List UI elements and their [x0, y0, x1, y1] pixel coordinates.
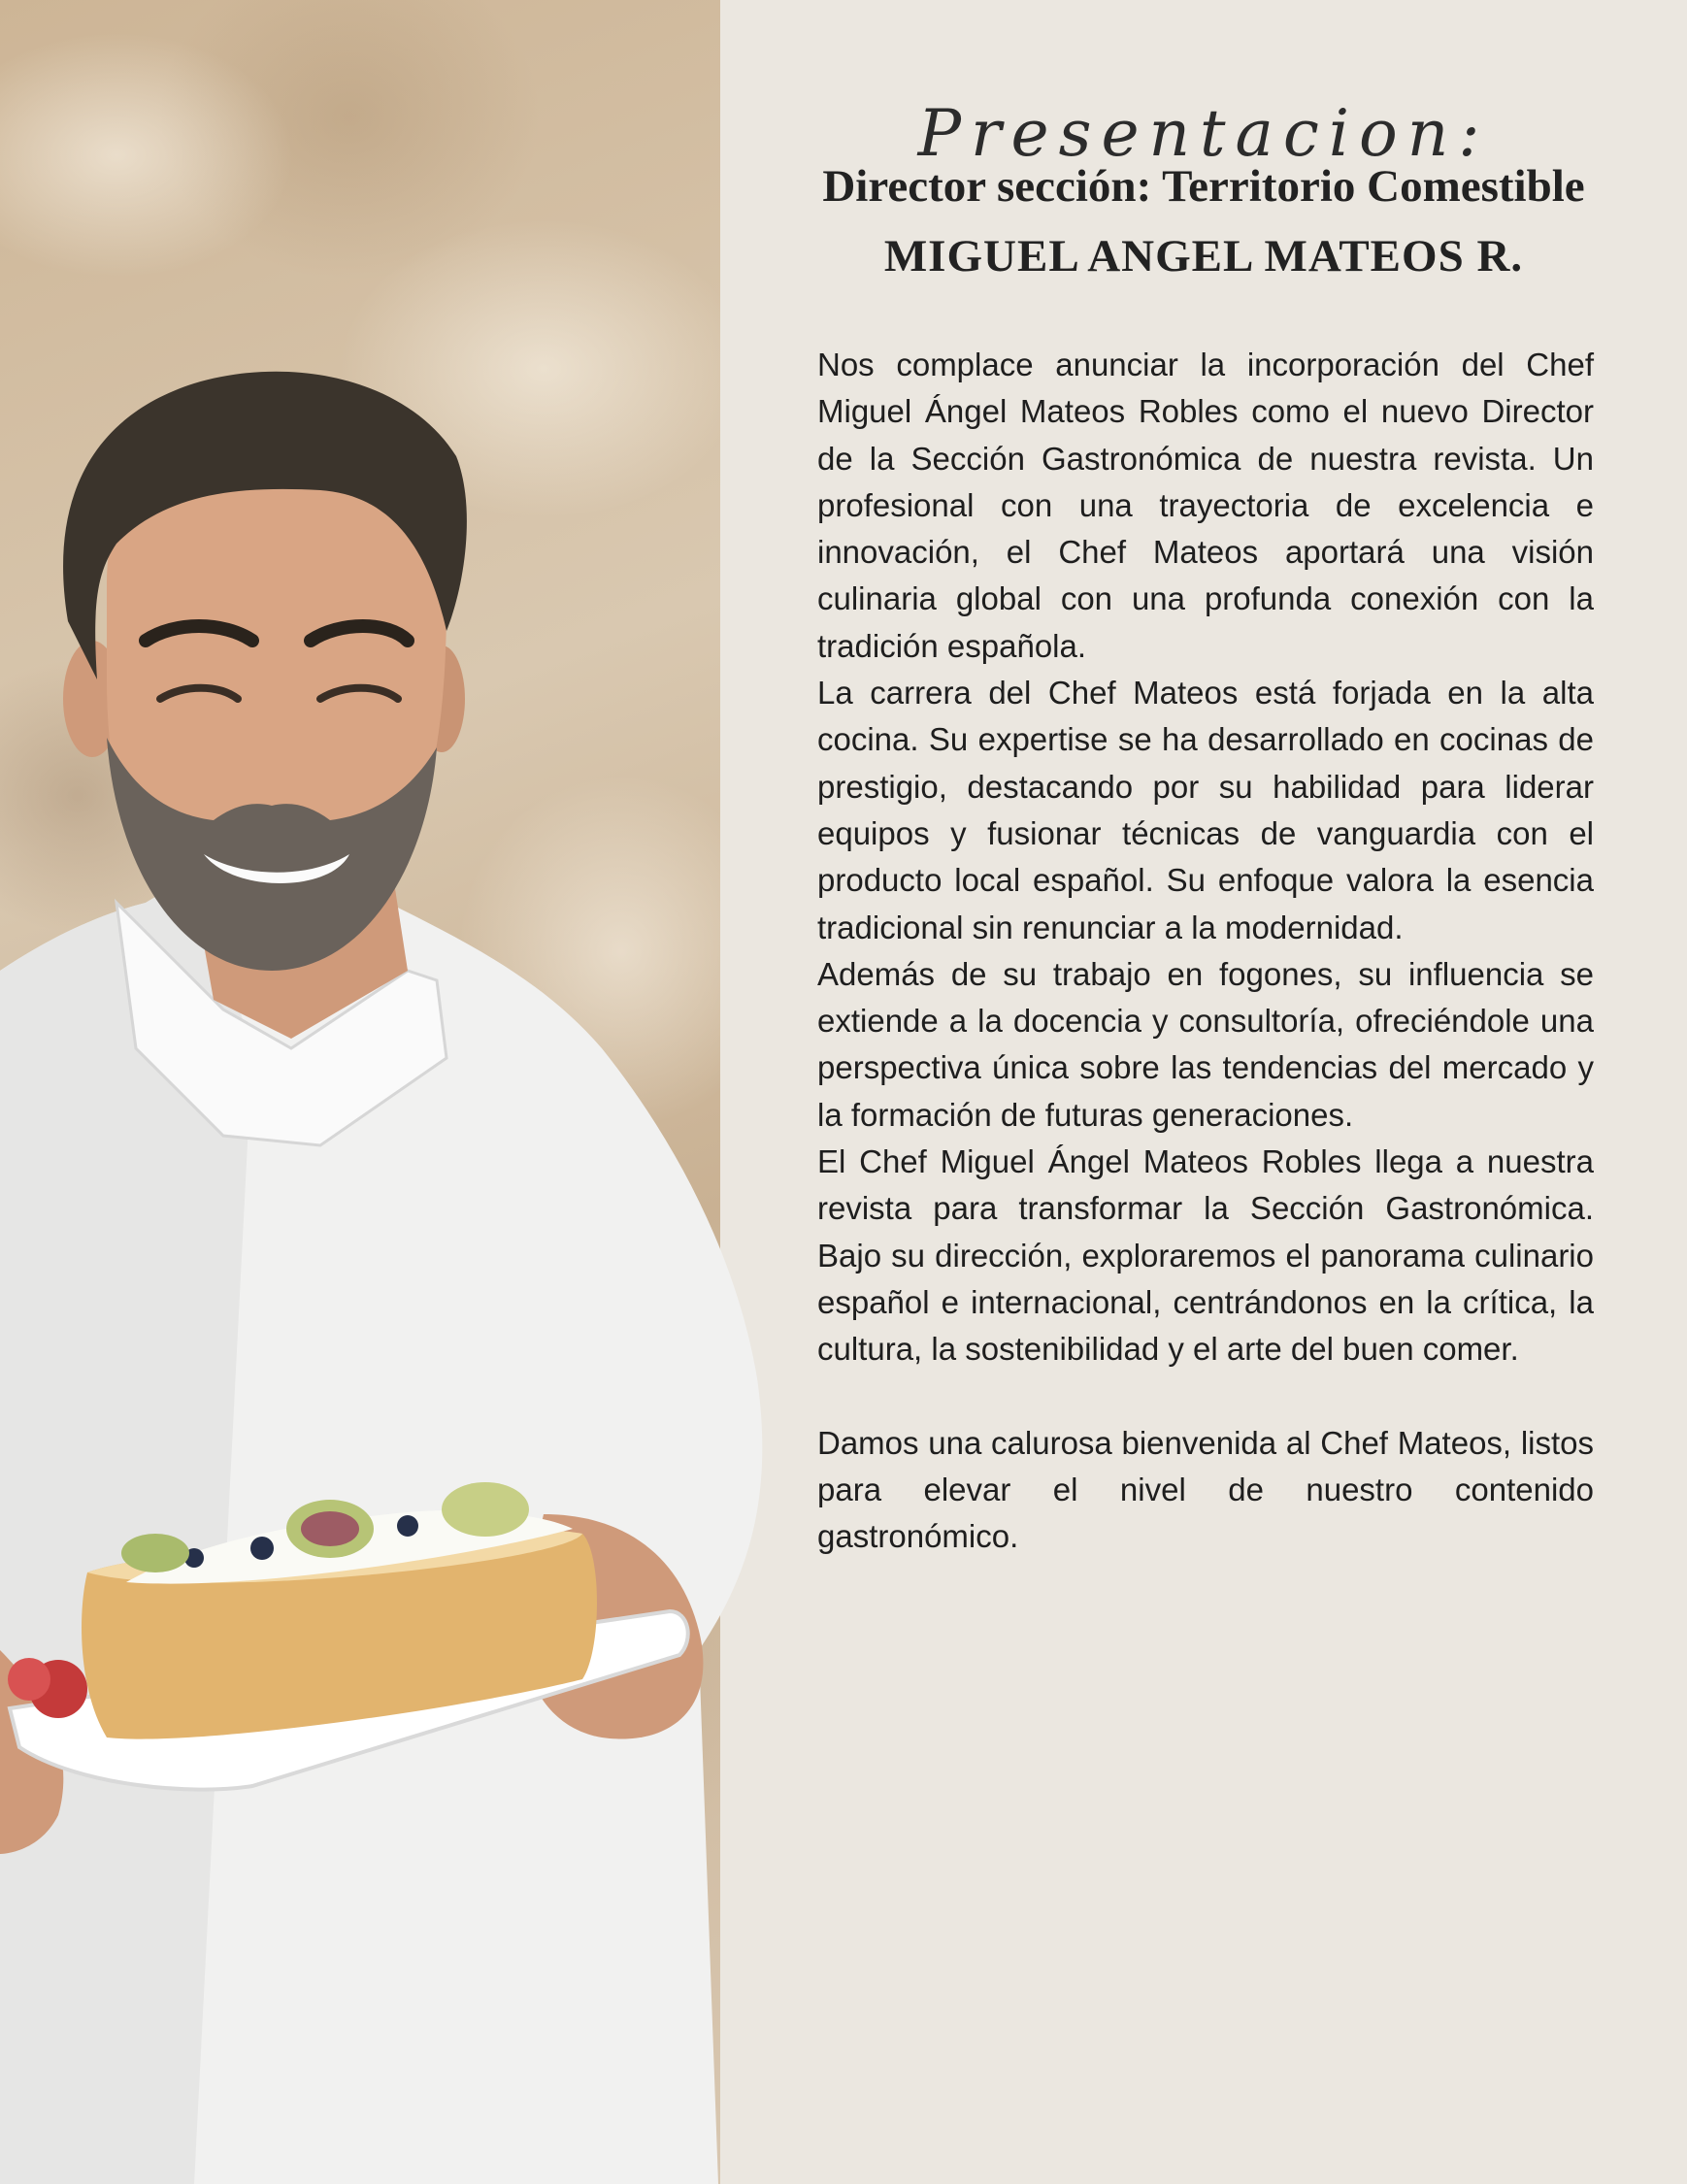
article-paragraph: Nos complace anunciar la incorporación del Chef Miguel Ángel Mateos Robles como el nuevo Director de la Sección Gastronómica de nuestra revista. Un profesional con una trayectoria de excelencia e innovación, el Chef Mateos aportará una visión culinaria global con una profunda conexión con la tradición española.	[817, 347, 1594, 664]
article-paragraph: Damos una calurosa bienvenida al Chef Mateos, listos para elevar el nivel de nuestro contenido gastronómico.	[817, 1424, 1594, 1555]
article-body	[817, 342, 1594, 1560]
presentation-script-title: Presentacion:	[917, 96, 1490, 172]
director-name: MIGUEL ANGEL MATEOS R.	[883, 231, 1524, 281]
article-paragraph: La carrera del Chef Mateos está forjada en la alta cocina. Su expertise se ha desarrollado en cocinas de prestigio, destacando por su habilidad para liderar equipos y fusionar técnicas de vanguardia con el producto local español. Su enfoque valora la esencia tradicional sin renunciar a la modernidad.	[817, 675, 1594, 945]
article-paragraph: El Chef Miguel Ángel Mateos Robles llega a nuestra revista para transformar la Sección Gastronómica. Bajo su dirección, exploraremos el panorama culinario español e internacional, centrándonos en la crítica, la cultura, la sostenibilidad y el arte del buen comer.	[817, 1143, 1594, 1368]
article-paragraph: Además de su trabajo en fogones, su influencia se extiende a la docencia y consultoría, ofreciéndole una perspectiva única sobre las tendencias del mercado y la formación de futuras generaciones.	[817, 955, 1594, 1133]
section-director-title: Director sección: Territorio Comestible	[822, 161, 1585, 212]
